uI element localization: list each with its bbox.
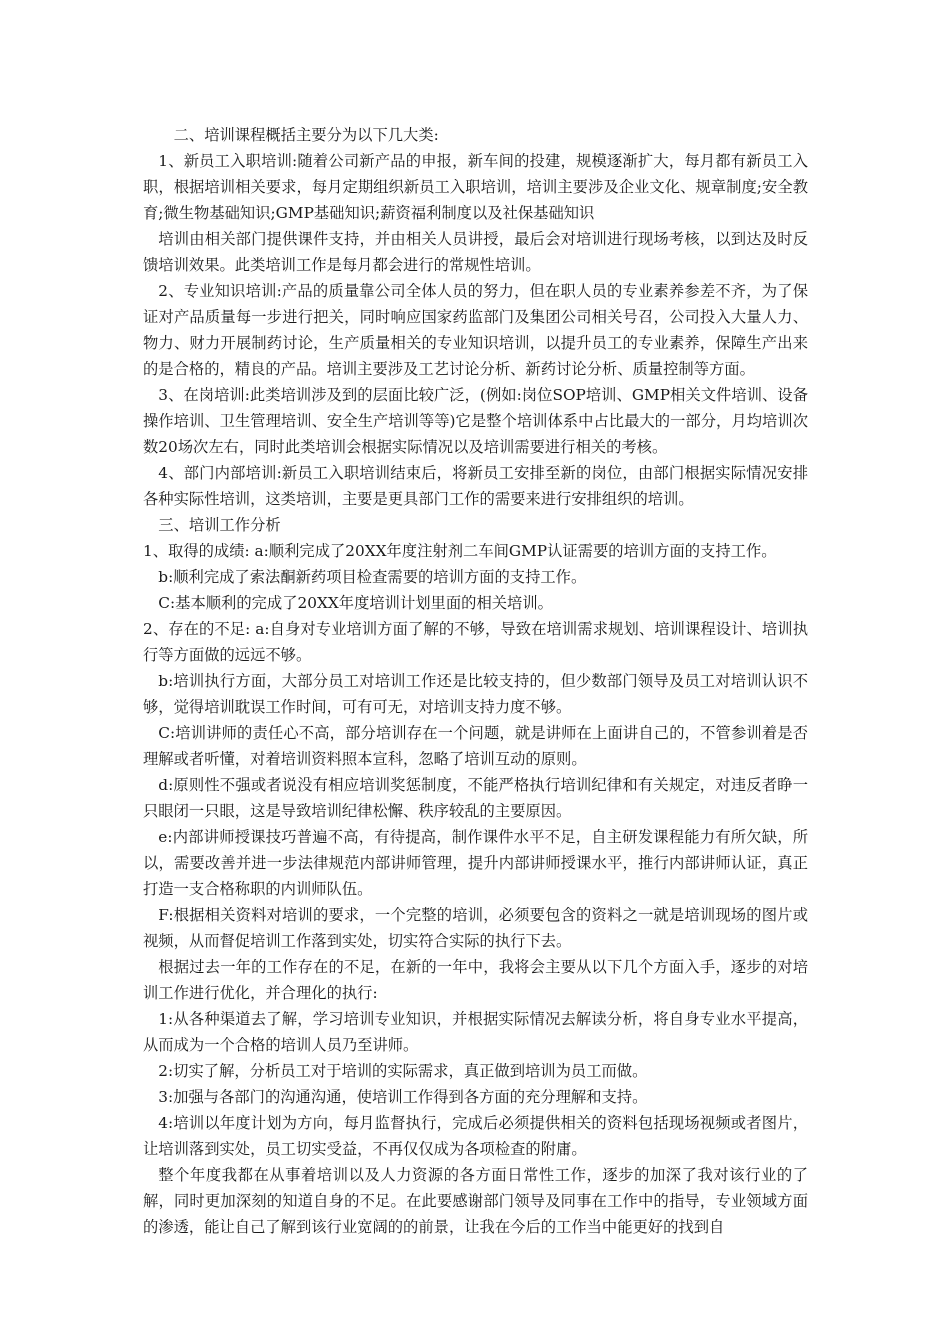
paragraph-achievement-c: C:基本顺利的完成了20XX年度培训计划里面的相关培训。 [158, 594, 553, 612]
paragraph-professional-training: 2、专业知识培训:产品的质量靠公司全体人员的努力，但在职人员的专业素养参差不齐，为了保证对产品质量每一步进行把关，同时响应国家药监部门及集团公司相关号召，公司投入大量人力、物力、财力开展制药讨论，生产质量相关的专业知识培训，以提升员工的专业素养，保障生产出来的是合格的，精良的产品。培训主要涉及工艺讨论分析、新药讨论分析、质量控制等方面。 [143, 282, 808, 378]
document-body [143, 122, 808, 1240]
paragraph-shortcoming-f: F:根据相关资料对培训的要求，一个完整的培训，必须要包含的资料之一就是培训现场的图片或视频，从而督促培训工作落到实处，切实符合实际的执行下去。 [143, 906, 808, 950]
paragraph-shortcoming-e: e:内部讲师授课技巧普遍不高，有待提高，制作课件水平不足，自主研发课程能力有所欠缺，所以，需要改善并进一步法律规范内部讲师管理，提升内部讲师授课水平，推行内部讲师认证，真正打造一支合格称职的内训师队伍。 [143, 828, 808, 898]
paragraph-conclusion: 整个年度我都在从事着培训以及人力资源的各方面日常性工作，逐步的加深了我对该行业的了解，同时更加深刻的知道自身的不足。在此要感谢部门领导及同事在工作中的指导，专业领域方面的渗透，能让自己了解到该行业宽阔的的前景，让我在今后的工作当中能更好的找到自 [143, 1166, 808, 1236]
paragraph-shortcoming-b: b:培训执行方面，大部分员工对培训工作还是比较支持的，但少数部门领导及员工对培训认识不够，觉得培训耽误工作时间，可有可无，对培训支持力度不够。 [143, 672, 808, 716]
paragraph-training-delivery: 培训由相关部门提供课件支持，并由相关人员讲授，最后会对培训进行现场考核，以到达及时反馈培训效果。此类培训工作是每月都会进行的常规性培训。 [143, 230, 808, 274]
paragraph-on-job-training: 3、在岗培训:此类培训涉及到的层面比较广泛，(例如:岗位SOP培训、GMP相关文件培训、设备操作培训、卫生管理培训、安全生产培训等等)它是整个培训体系中占比最大的一部分，月均培训次数20场次左右，同时此类培训会根据实际情况以及培训需要进行相关的考核。 [143, 386, 808, 456]
section-heading-course-overview: 二、培训课程概括主要分为以下几大类: [173, 126, 439, 144]
paragraph-shortcoming-c: C:培训讲师的责任心不高，部分培训存在一个问题，就是讲师在上面讲自己的，不管参训着是否理解或者听懂，对着培训资料照本宣科，忽略了培训互动的原则。 [143, 724, 808, 768]
paragraph-improvement-4: 4:培训以年度计划为方向，每月监督执行，完成后必须提供相关的资料包括现场视频或者图片，让培训落到实处，员工切实受益，不再仅仅成为各项检查的附庸。 [143, 1114, 808, 1158]
paragraph-improvement-2: 2:切实了解，分析员工对于培训的实际需求，真正做到培训为员工而做。 [158, 1062, 648, 1080]
paragraph-achievement-b: b:顺利完成了索法酮新药项目检查需要的培训方面的支持工作。 [158, 568, 587, 586]
paragraph-new-employee-training: 1、新员工入职培训:随着公司新产品的申报，新车间的投建，规模逐渐扩大，每月都有新员工入职，根据培训相关要求，每月定期组织新员工入职培训，培训主要涉及企业文化、规章制度;安全教育;微生物基础知识;GMP基础知识;薪资福利制度以及社保基础知识 [143, 152, 808, 222]
paragraph-improvement-3: 3:加强与各部门的沟通沟通，使培训工作得到各方面的充分理解和支持。 [158, 1088, 648, 1106]
section-heading-analysis: 三、培训工作分析 [158, 516, 281, 534]
paragraph-improvement-1: 1:从各种渠道去了解，学习培训专业知识，并根据实际情况去解读分析，将自身专业水平提高，从而成为一个合格的培训人员乃至讲师。 [143, 1010, 808, 1054]
paragraph-improvement-intro: 根据过去一年的工作存在的不足，在新的一年中，我将会主要从以下几个方面入手，逐步的对培训工作进行优化，并合理化的执行: [143, 958, 808, 1002]
paragraph-shortcoming-a: 2、存在的不足: a:自身对专业培训方面了解的不够，导致在培训需求规划、培训课程设计、培训执行等方面做的远远不够。 [143, 620, 808, 664]
paragraph-department-training: 4、部门内部培训:新员工入职培训结束后，将新员工安排至新的岗位，由部门根据实际情况安排各种实际性培训，这类培训，主要是更具部门工作的需要来进行安排组织的培训。 [143, 464, 808, 508]
paragraph-achievement-a: 1、取得的成绩: a:顺利完成了20XX年度注射剂二车间GMP认证需要的培训方面的支持工作。 [143, 542, 777, 560]
paragraph-shortcoming-d: d:原则性不强或者说没有相应培训奖惩制度，不能严格执行培训纪律和有关规定，对违反者睁一只眼闭一只眼，这是导致培训纪律松懈、秩序较乱的主要原因。 [143, 776, 808, 820]
